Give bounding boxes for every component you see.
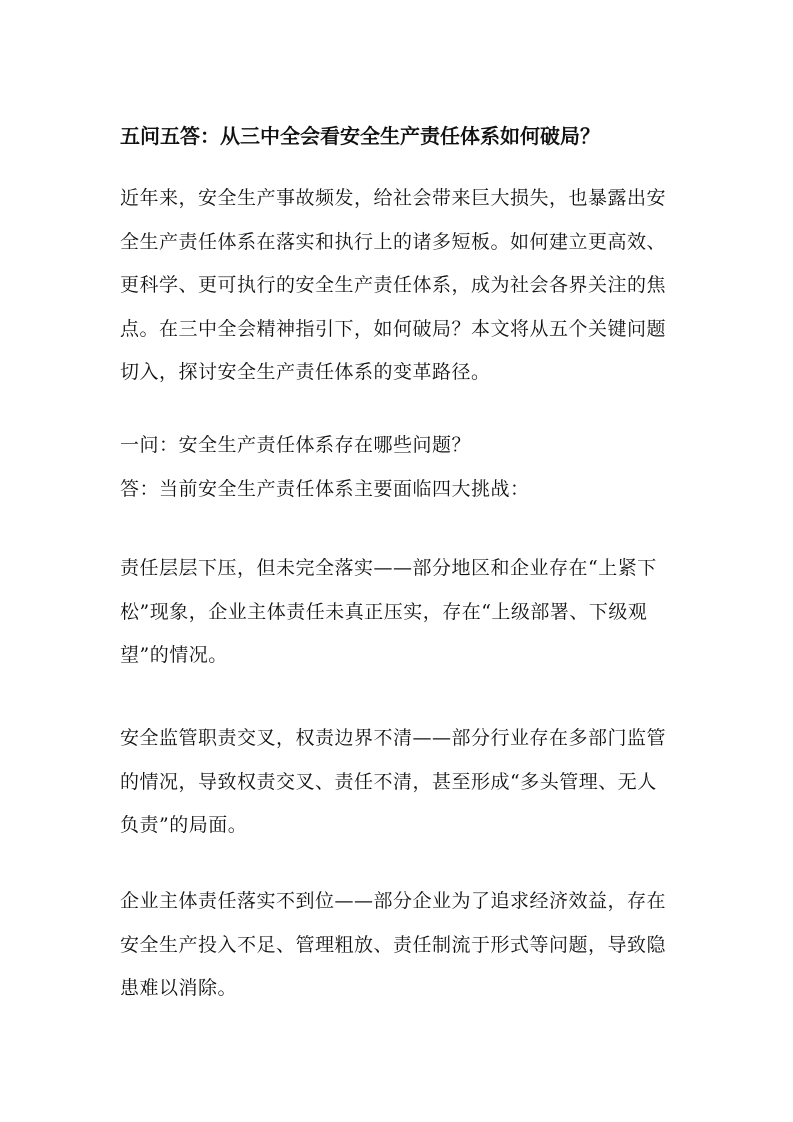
- challenge-paragraph-2: 安全监管职责交叉，权责边界不清——部分行业存在多部门监管的情况，导致权责交叉、责任不清，甚至形成“多头管理、无人负责”的局面。: [120, 727, 667, 836]
- answer-1-lead: 答：当前安全生产责任体系主要面临四大挑战：: [120, 477, 530, 500]
- intro-paragraph: 近年来，安全生产事故频发，给社会带来巨大损失，也暴露出安全生产责任体系在落实和执行上的诸多短板。如何建立更高效、更科学、更可执行的安全生产责任体系，成为社会各界关注的焦点。在三中全会精神指引下，如何破局？本文将从五个关键问题切入，探讨安全生产责任体系的变革路径。: [120, 187, 667, 383]
- document-title: 五问五答：从三中全会看安全生产责任体系如何破局？: [120, 124, 600, 148]
- challenge-paragraph-1: 责任层层下压，但未完全落实——部分地区和企业存在“上紧下松”现象，企业主体责任未真正压实，存在“上级部署、下级观望”的情况。: [120, 557, 657, 666]
- question-answer-block: [120, 424, 675, 511]
- question-1: 一问：安全生产责任体系存在哪些问题？: [120, 434, 472, 456]
- challenge-paragraph-3: 企业主体责任落实不到位——部分企业为了追求经济效益，存在安全生产投入不足、管理粗放、责任制流于形式等问题，导致隐患难以消除。: [120, 890, 667, 999]
